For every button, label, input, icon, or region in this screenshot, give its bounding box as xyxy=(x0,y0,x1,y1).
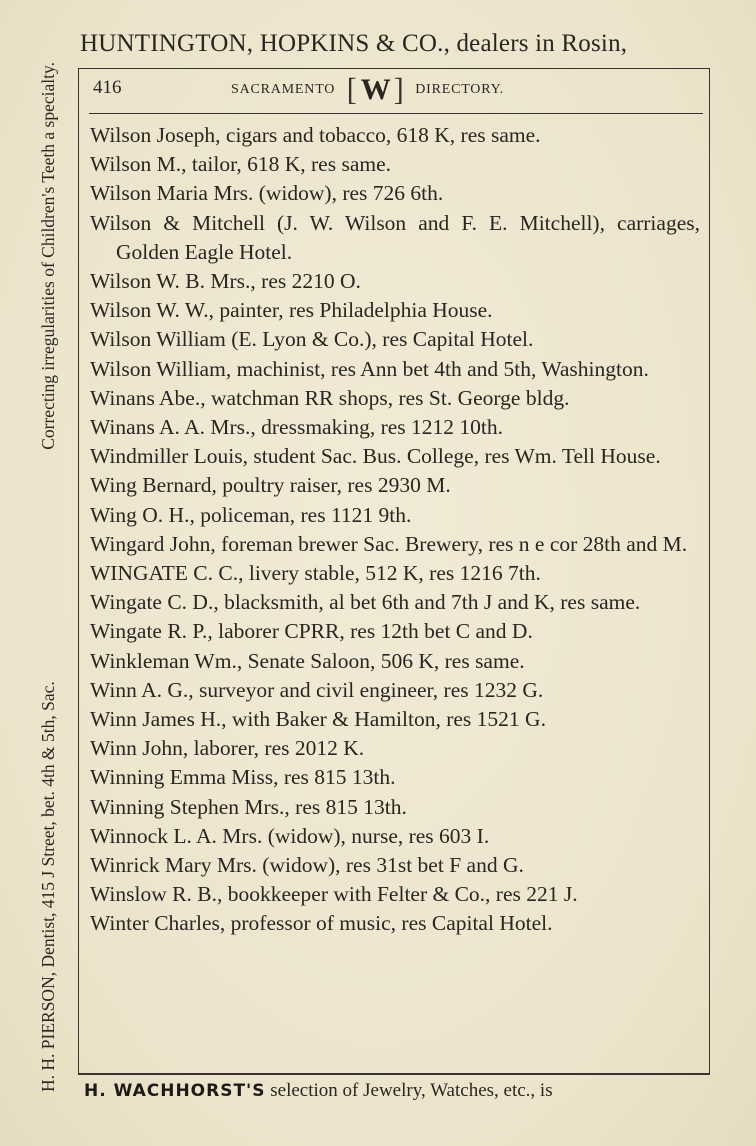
running-head-directory: DIRECTORY. xyxy=(415,82,504,97)
left-bracket: [ xyxy=(339,72,357,107)
bottom-advertisement xyxy=(84,1080,553,1102)
running-head xyxy=(79,69,709,113)
side-advertisement xyxy=(38,62,59,1092)
header-rule xyxy=(89,113,703,114)
running-head-title xyxy=(231,73,504,107)
bottom-ad-text: selection of Jewelry, Watches, etc., is xyxy=(265,1080,553,1101)
directory-entry: Wilson W. B. Mrs., res 2210 O. xyxy=(90,269,361,294)
directory-entry: Windmiller Louis, student Sac. Bus. College, res Wm. Tell House. xyxy=(90,444,661,469)
top-ad-firm: HUNTINGTON, HOPKINS & CO., xyxy=(80,30,451,57)
directory-entry: Wilson Maria Mrs. (widow), res 726 6th. xyxy=(90,181,444,206)
directory-entry: Winn John, laborer, res 2012 K. xyxy=(90,736,365,761)
page-frame xyxy=(78,68,710,1075)
top-advertisement xyxy=(80,30,740,58)
directory-entry: Wingard John, foreman brewer Sac. Brewery, res n e cor 28th and M. xyxy=(90,531,688,556)
top-ad-text: dealers in Rosin, xyxy=(450,30,628,57)
directory-entry: Winslow R. B., bookkeeper with Felter & Co., res 221 J. xyxy=(90,882,578,907)
directory-entries xyxy=(90,121,700,939)
section-letter: W xyxy=(360,73,390,106)
bottom-ad-name: H. WACHHORST'S xyxy=(84,1081,266,1101)
directory-entry: Winning Emma Miss, res 815 13th. xyxy=(90,765,396,790)
directory-entry: Winnock L. A. Mrs. (widow), nurse, res 603 I. xyxy=(90,823,490,848)
page-number: 416 xyxy=(93,77,122,98)
directory-entry: Winkleman Wm., Senate Saloon, 506 K, res same. xyxy=(90,648,525,673)
directory-entry: Wilson William (E. Lyon & Co.), res Capital Hotel. xyxy=(90,327,534,352)
directory-entry: Wilson W. W., painter, res Philadelphia House. xyxy=(90,298,493,323)
directory-entry: Winn James H., with Baker & Hamilton, res 1521 G. xyxy=(90,707,546,732)
directory-entry: Wingate R. P., laborer CPRR, res 12th bet C and D. xyxy=(90,619,533,644)
directory-entry: Winans A. A. Mrs., dressmaking, res 1212 10th. xyxy=(90,415,503,440)
directory-entry: Wilson M., tailor, 618 K, res same. xyxy=(90,152,392,177)
directory-entry: Wilson & Mitchell (J. W. Wilson and F. E. Mitchell), carriages, Golden Eagle Hotel. xyxy=(90,210,700,264)
directory-entry: Winter Charles, professor of music, res Capital Hotel. xyxy=(90,911,553,936)
side-ad-address: H. H. PIERSON, Dentist, 415 J Street, bet. 4th & 5th, Sac. xyxy=(38,681,58,1092)
side-ad-specialty: Correcting irregularities of Children's Teeth a specialty. xyxy=(38,62,58,450)
running-head-city: SACRAMENTO xyxy=(231,82,336,97)
directory-entry: Winn A. G., surveyor and civil engineer, res 1232 G. xyxy=(90,677,544,702)
directory-entry: Wilson Joseph, cigars and tobacco, 618 K, res same. xyxy=(90,123,541,147)
directory-entry: Wing O. H., policeman, res 1121 9th. xyxy=(90,502,412,527)
directory-entry: WINGATE C. C., livery stable, 512 K, res 1216 7th. xyxy=(90,561,541,586)
directory-entry: Winning Stephen Mrs., res 815 13th. xyxy=(90,794,407,819)
directory-entry: Wingate C. D., blacksmith, al bet 6th and 7th J and K, res same. xyxy=(90,590,641,615)
directory-entry: Winans Abe., watchman RR shops, res St. George bldg. xyxy=(90,385,570,410)
right-bracket: ] xyxy=(393,72,412,107)
directory-entry: Wilson William, machinist, res Ann bet 4th and 5th, Washington. xyxy=(90,356,649,381)
directory-entry: Winrick Mary Mrs. (widow), res 31st bet F and G. xyxy=(90,853,524,878)
directory-entry: Wing Bernard, poultry raiser, res 2930 M. xyxy=(90,473,451,498)
